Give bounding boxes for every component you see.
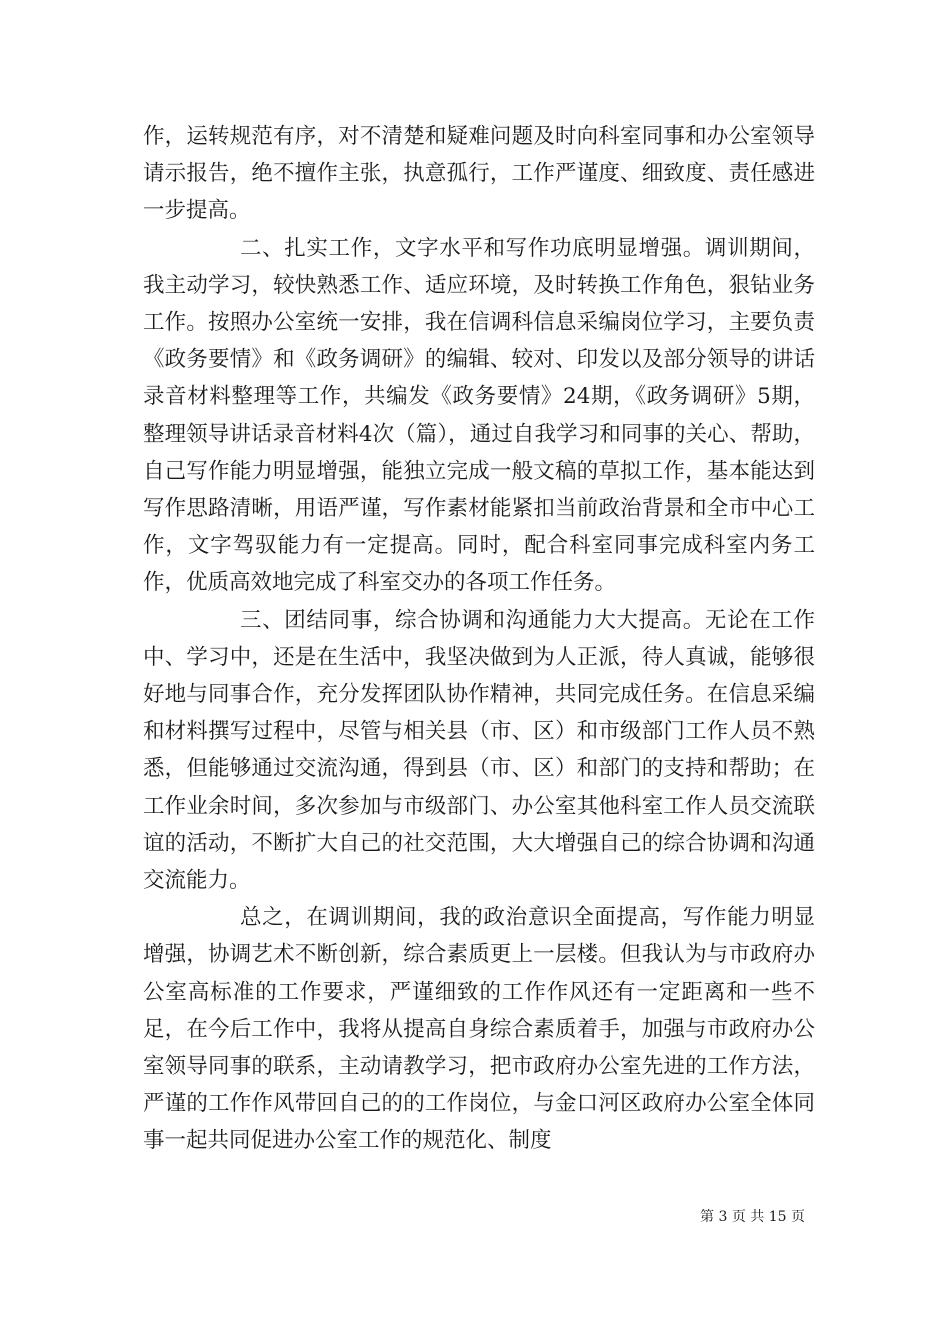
paragraph-writing-skills: 二、扎实工作，文字水平和写作功底明显增强。调训期间，我主动学习，较快熟悉工作、适应环境，及时转换工作角色，狠钻业务工作。按照办公室统一安排，我在信调科信息采编岗位学习，主要负责《政务要情》和《政务调研》的编辑、较对、印发以及部分领导的讲话录音材料整理等工作，共编发《政务要情》24期，《政务调研》5期，整理领导讲话录音材料4次（篇），通过自我学习和同事的关心、帮助，自己写作能力明显增强，能独立完成一般文稿的草拟工作，基本能达到写作思路清晰，用语严谨，写作素材能紧扣当前政治背景和全市中心工作，文字驾驭能力有一定提高。同时，配合科室同事完成科室内务工作，优质高效地完成了科室交办的各项工作任务。 <box>143 235 815 596</box>
paragraph-summary: 总之，在调训期间，我的政治意识全面提高，写作能力明显增强，协调艺术不断创新，综合素质更上一层楼。但我认为与市政府办公室高标准的工作要求，严谨细致的工作作风还有一定距离和一些不足，在今后工作中，我将从提高自身综合素质着手，加强与市政府办公室领导同事的联系，主动请教学习，把市政府办公室先进的工作方法，严谨的工作作风带回自己的的工作岗位，与金口河区政府办公室全体同事一起共同促进办公室工作的规范化、制度 <box>143 905 815 1154</box>
paragraph-continuation: 作，运转规范有序，对不清楚和疑难问题及时向科室同事和办公室领导请示报告，绝不擅作主张，执意孤行，工作严谨度、细致度、责任感进一步提高。 <box>143 124 815 224</box>
paragraph-teamwork: 三、团结同事，综合协调和沟通能力大大提高。无论在工作中、学习中，还是在生活中，我坚决做到为人正派，待人真诚，能够很好地与同事合作，充分发挥团队协作精神，共同完成任务。在信息采编和材料撰写过程中，尽管与相关县（市、区）和市级部门工作人员不熟悉，但能够通过交流沟通，得到县（市、区）和部门的支持和帮助；在工作业余时间，多次参加与市级部门、办公室其他科室工作人员交流联谊的活动，不断扩大自己的社交范围，大大增强自己的综合协调和沟通交流能力。 <box>143 607 815 894</box>
page-number-footer: 第 3 页 共 15 页 <box>700 1209 805 1225</box>
body-text <box>143 118 815 1160</box>
